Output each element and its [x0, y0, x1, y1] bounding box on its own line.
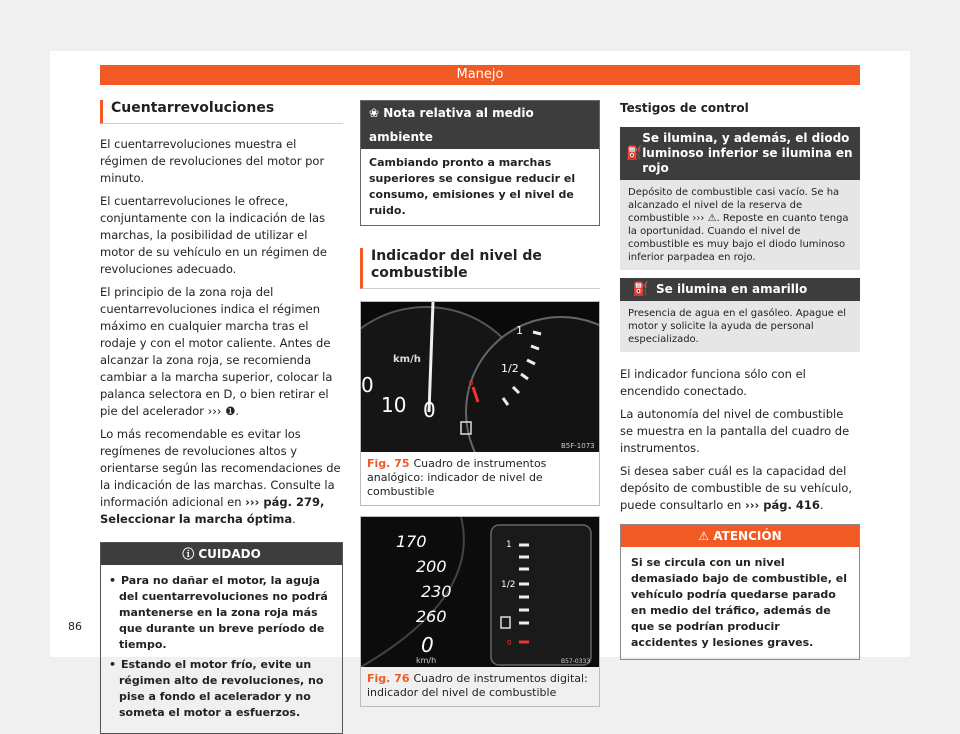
gauge-label: 1/2 [501, 362, 519, 375]
fuel-pump-icon: ⛽ [626, 146, 643, 161]
environment-note-title: ❀ Nota relativa al medio ambiente [361, 101, 599, 149]
figure-digital-cluster [360, 516, 600, 707]
warning-lamps-title: Testigos de control [620, 101, 749, 115]
warning-body: Si se circula con un nivel demasiado bajo de combustible, el vehículo podría quedarse parado en medio del tráfico, además de que se podrían producir accidentes y lesiones graves. [631, 556, 848, 649]
paragraph: El principio de la zona roja del cuentarrevoluciones indica el régimen máximo en cualquier marcha tras el rodaje y con el motor caliente. Antes de alcanzar la zona roja, se recomienda cambiar a la marcha superior, colocar la palanca selectora en D, o bien retirar el pie del acelerador ››› ❶. [100, 285, 333, 418]
analog-cluster-image [361, 302, 599, 452]
section-title-fuel-gauge: Indicador del nivel de combustible [360, 248, 600, 289]
speed-label: 200 [416, 557, 447, 576]
figure-code: B5F-1073 [561, 442, 595, 450]
gauge-label: 0 [423, 398, 436, 422]
svg-text:0: 0 [469, 379, 474, 387]
paragraph: Lo más recomendable es evitar los regímenes de revoluciones altos y orientarse según las recomendaciones de la indicación de las marchas. Consulte la información adicional en ››› pág. 279, Seleccionar la marcha óptima. [100, 427, 341, 526]
info-icon: ⓘ [182, 547, 199, 561]
digital-cluster-image [361, 517, 599, 667]
figure-caption: Fig. 75 Cuadro de instrumentos analógico: indicador de nivel de combustible [367, 457, 547, 498]
fuel-label: 1/2 [501, 580, 516, 590]
speed-label: 0 [421, 633, 434, 657]
column-fuel-gauge [360, 100, 600, 717]
lamp-water-in-diesel [620, 278, 860, 352]
figure-analog-cluster [360, 301, 600, 506]
caution-box [100, 542, 343, 734]
paragraph: El cuentarrevoluciones muestra el régimen de revoluciones del motor por minuto. [100, 137, 325, 185]
page-number: 86 [68, 620, 82, 633]
page-reference-link[interactable]: ››› pág. 416 [745, 498, 820, 512]
speed-label: km/h [416, 656, 437, 665]
speed-label: 230 [421, 582, 452, 601]
paragraph: Si desea saber cuál es la capacidad del depósito de combustible de su vehículo, puede consultarlo en ››› pág. 416. [620, 464, 853, 512]
section-title-tachometer: Cuentarrevoluciones [100, 100, 343, 124]
gauge-label: 1 [516, 324, 523, 337]
speed-label: 170 [396, 532, 427, 551]
warning-title: ⚠ ATENCIÓN [621, 525, 859, 547]
lamp-title: Se ilumina en amarillo [656, 282, 808, 296]
lamp-title: Se ilumina, y además, el diodo luminoso inferior se ilumina en rojo [642, 131, 853, 175]
figure-code: B57-0333 [561, 658, 591, 665]
paragraph: La autonomía del nivel de combustible se muestra en la pantalla del cuadro de instrumentos. [620, 407, 850, 455]
gauge-label: 10 [381, 393, 407, 417]
paragraph: El cuentarrevoluciones le ofrece, conjuntamente con la indicación de las marchas, la posibilidad de utilizar el motor de su vehículo en un régimen de revoluciones adecuado. [100, 194, 327, 276]
column-warning-lamps [620, 100, 860, 660]
chapter-header: Manejo [100, 65, 860, 85]
figure-caption: Fig. 76 Cuadro de instrumentos digital: indicador del nivel de combustible [367, 672, 588, 699]
speed-label: 260 [416, 607, 447, 626]
caution-item: • Estando el motor frío, evite un régimen alto de revoluciones, no pise a fondo el acelerador y no someta el motor a esfuerzos. [109, 657, 334, 721]
caution-title: ⓘ CUIDADO [101, 543, 342, 565]
lamp-body: Depósito de combustible casi vacío. Se ha alcanzado el nivel de la reserva de combustible ››› ⚠. Reposte en cuanto tenga la oportunidad. Cuando el nivel de combustible es muy bajo el diodo luminoso inferior parpadea en rojo. [620, 180, 860, 270]
gauge-label: 0 [361, 373, 374, 397]
page-reference-link[interactable]: ››› pág. 279, Seleccionar la marcha óptima [100, 495, 325, 526]
fuel-label: 0 [507, 639, 512, 647]
environment-note-body: Cambiando pronto a marchas superiores se consigue reducir el consumo, emisiones y el nivel de ruido. [369, 156, 576, 217]
gauge-label: km/h [393, 354, 421, 365]
water-in-fuel-icon: ⛽ [632, 282, 650, 297]
warning-box [620, 524, 860, 660]
column-tachometer [100, 100, 343, 734]
environment-note [360, 100, 600, 226]
leaf-icon: ❀ [369, 106, 384, 120]
caution-item: • Para no dañar el motor, la aguja del cuentarrevoluciones no podrá mantenerse en la zona roja más que durante un breve período de tiempo. [109, 573, 334, 653]
fuel-label: 1 [506, 540, 512, 550]
paragraph: El indicador funciona sólo con el encendido conectado. [620, 367, 806, 398]
lamp-fuel-reserve [620, 127, 860, 270]
lamp-body: Presencia de agua en el gasóleo. Apague el motor y solicite la ayuda de personal especializado. [620, 301, 860, 352]
